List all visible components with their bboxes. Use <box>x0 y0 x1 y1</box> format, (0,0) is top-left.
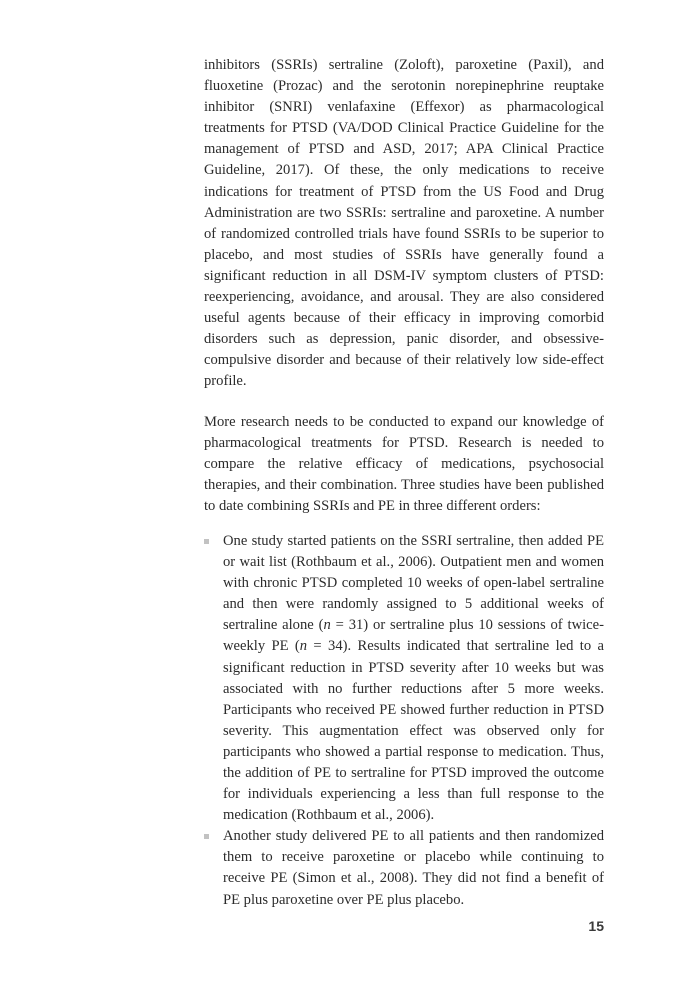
bullet-text: One study started patients on the SSRI sertraline, then added PE or wait list (Rothbaum et al., 2006). Outpatient men and women with chronic PTSD completed 10 weeks of open-label sertraline and then were randomly assigned to 5 additional weeks of sertraline alone ( <box>223 532 604 634</box>
list-item <box>204 826 604 910</box>
bullet-text: = 34). Results indicated that sertraline led to a significant reduction in PTSD severity after 10 weeks but was associated with no further reductions after 5 more weeks. Participants who received PE showed further reduction in PTSD severity. This augmentation effect was observed only for participants who showed a partial response to medication. Thus, the addition of PE to sertraline for PTSD improved the outcome for individuals experiencing a less than full response to the medication (Rothbaum et al., 2006). <box>223 638 604 824</box>
body-paragraph: inhibitors (SSRIs) sertraline (Zoloft), paroxetine (Paxil), and fluoxetine (Prozac) and the serotonin norepinephrine reuptake inhibitor (SNRI) venlafaxine (Effexor) as pharmacological treatments for PTSD (VA/DOD Clinical Practice Guideline for the management of PTSD and ASD, 2017; APA Clinical Practice Guideline, 2017). Of these, the only medications to receive indications for treatment of PTSD from the US Food and Drug Administration are two SSRIs: sertraline and paroxetine. A number of randomized controlled trials have found SSRIs to be superior to placebo, and most studies of SSRIs have generally found a significant reduction in all DSM-IV symptom clusters of PTSD: reexperiencing, avoidance, and arousal. They are also considered useful agents because of their efficacy in improving comorbid disorders such as depression, panic disorder, and obsessive-compulsive disorder and because of their relatively low side-effect profile. <box>204 57 604 390</box>
sample-size-symbol: n <box>323 617 331 634</box>
square-bullet-icon <box>204 834 209 839</box>
body-paragraph: More research needs to be conducted to expand our knowledge of pharmacological treatments for PTSD. Research is needed to compare the relative efficacy of medications, psychosocial therapies, and their combination. Three studies have been published to date combining SSRIs and PE in three different orders: <box>204 413 604 514</box>
bullet-text: Another study delivered PE to all patients and then randomized them to receive paroxetine or placebo while continuing to receive PE (Simon et al., 2008). They did not find a benefit of PE plus paroxetine over PE plus placebo. <box>223 828 604 908</box>
square-bullet-icon <box>204 539 209 544</box>
sample-size-symbol: n <box>299 638 308 655</box>
bullet-list <box>204 531 604 911</box>
bullet-text: = 31) or sertraline plus 10 sessions of twice-weekly PE ( <box>223 617 604 655</box>
page-body <box>204 55 604 911</box>
page-number: 15 <box>588 918 604 934</box>
list-item <box>204 531 604 826</box>
